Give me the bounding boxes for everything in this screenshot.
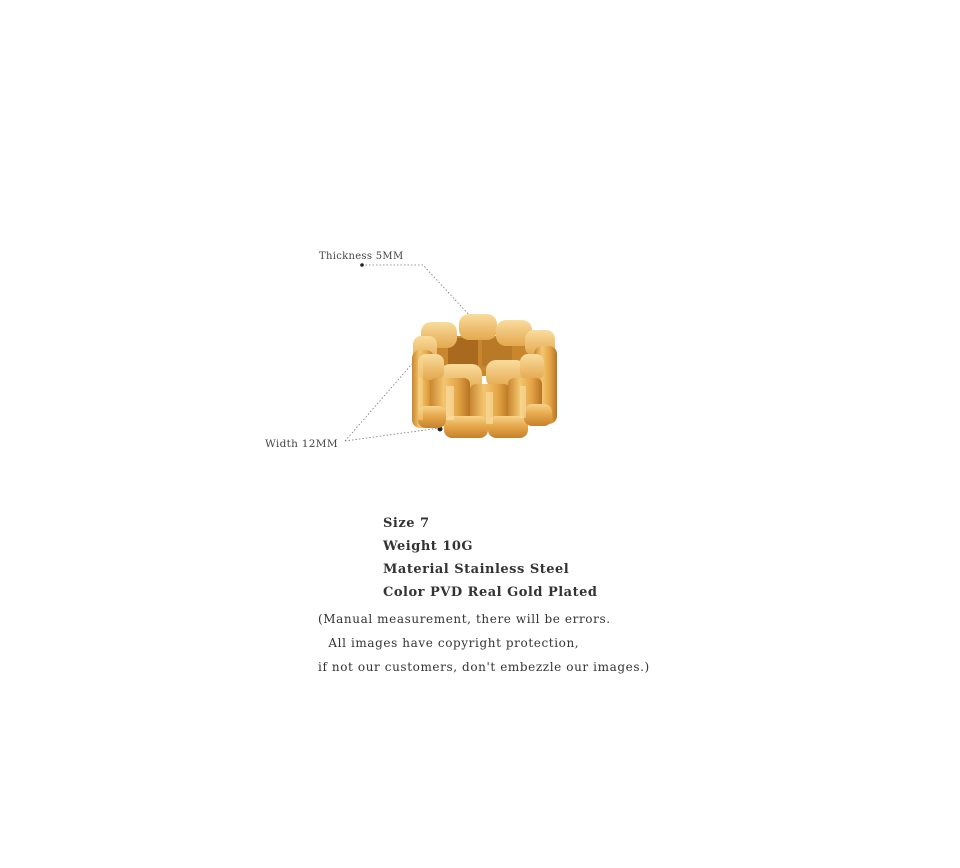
disclaimer-line-3: if not our customers, don't embezzle our images.) xyxy=(318,660,650,674)
thickness-label: Thickness 5MM xyxy=(319,251,404,262)
disclaimer-line-2: All images have copyright protection, xyxy=(324,636,580,650)
spec-weight: Weight 10G xyxy=(383,539,474,554)
spec-color: Color PVD Real Gold Plated xyxy=(383,585,598,600)
width-label: Width 12MM xyxy=(265,438,338,450)
ring-body xyxy=(412,314,557,438)
disclaimer-line-1: (Manual measurement, there will be errors. xyxy=(318,612,611,626)
spec-material: Material Stainless Steel xyxy=(383,562,570,577)
thickness-marker-dot xyxy=(360,263,364,267)
spec-size: Size 7 xyxy=(383,516,430,531)
